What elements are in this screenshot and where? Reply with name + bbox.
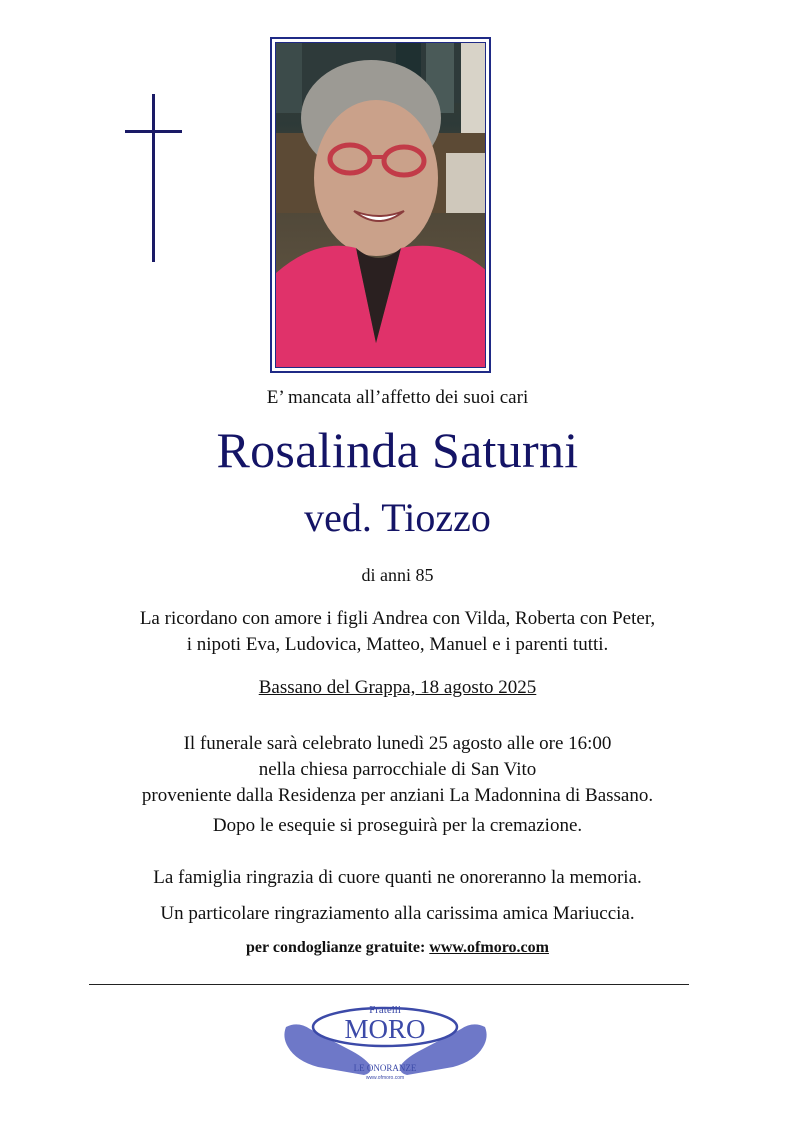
family-line: i nipoti Eva, Ludovica, Matteo, Manuel e i parenti tutti. <box>186 634 609 655</box>
funeral-line: proveniente dalla Residenza per anziani La Madonnina di Bassano. <box>141 785 654 806</box>
cross-horizontal <box>125 130 182 133</box>
age-text: di anni 85 <box>361 565 434 585</box>
cross-vertical <box>152 94 155 262</box>
logo-sub-text: LE ONORANZE <box>353 1063 417 1073</box>
deceased-name: Rosalinda Saturni <box>216 422 579 478</box>
widow-of: ved. Tiozzo <box>304 495 491 540</box>
condolences-line <box>0 939 795 957</box>
funeral-line: nella chiesa parrocchiale di San Vito <box>258 759 537 780</box>
thanks-line: La famiglia ringrazia di cuore quanti ne onoreranno la memoria. <box>153 867 642 888</box>
funeral-paragraph <box>0 731 795 809</box>
logo-main-text: MORO <box>344 1014 426 1044</box>
place-date <box>0 677 795 699</box>
thanks-paragraph <box>0 860 795 932</box>
funeral-line: Il funerale sarà celebrato lunedì 25 agosto alle ore 16:00 <box>183 733 612 754</box>
family-line: La ricordano con amore i figli Andrea con Vilda, Roberta con Peter, <box>139 608 656 629</box>
intro-text: E’ mancata all’affetto dei suoi cari <box>266 387 529 408</box>
family-paragraph <box>0 606 795 658</box>
logo-url-text: www.ofmoro.com <box>365 1075 405 1081</box>
funeral-home-logo <box>278 999 493 1081</box>
condolences-label: per condoglianze gratuite: <box>246 939 426 956</box>
thanks-line: Un particolare ringraziamento alla carissima amica Mariuccia. <box>160 903 635 924</box>
portrait-frame <box>270 37 491 373</box>
portrait-photo <box>275 42 486 368</box>
place-date-text: Bassano del Grappa, 18 agosto 2025 <box>258 677 537 698</box>
cremation-text: Dopo le esequie si proseguirà per la cremazione. <box>212 815 583 836</box>
divider <box>89 984 689 985</box>
logo-small-text: Fratelli <box>369 1004 401 1016</box>
condolences-link[interactable]: www.ofmoro.com <box>429 939 549 956</box>
